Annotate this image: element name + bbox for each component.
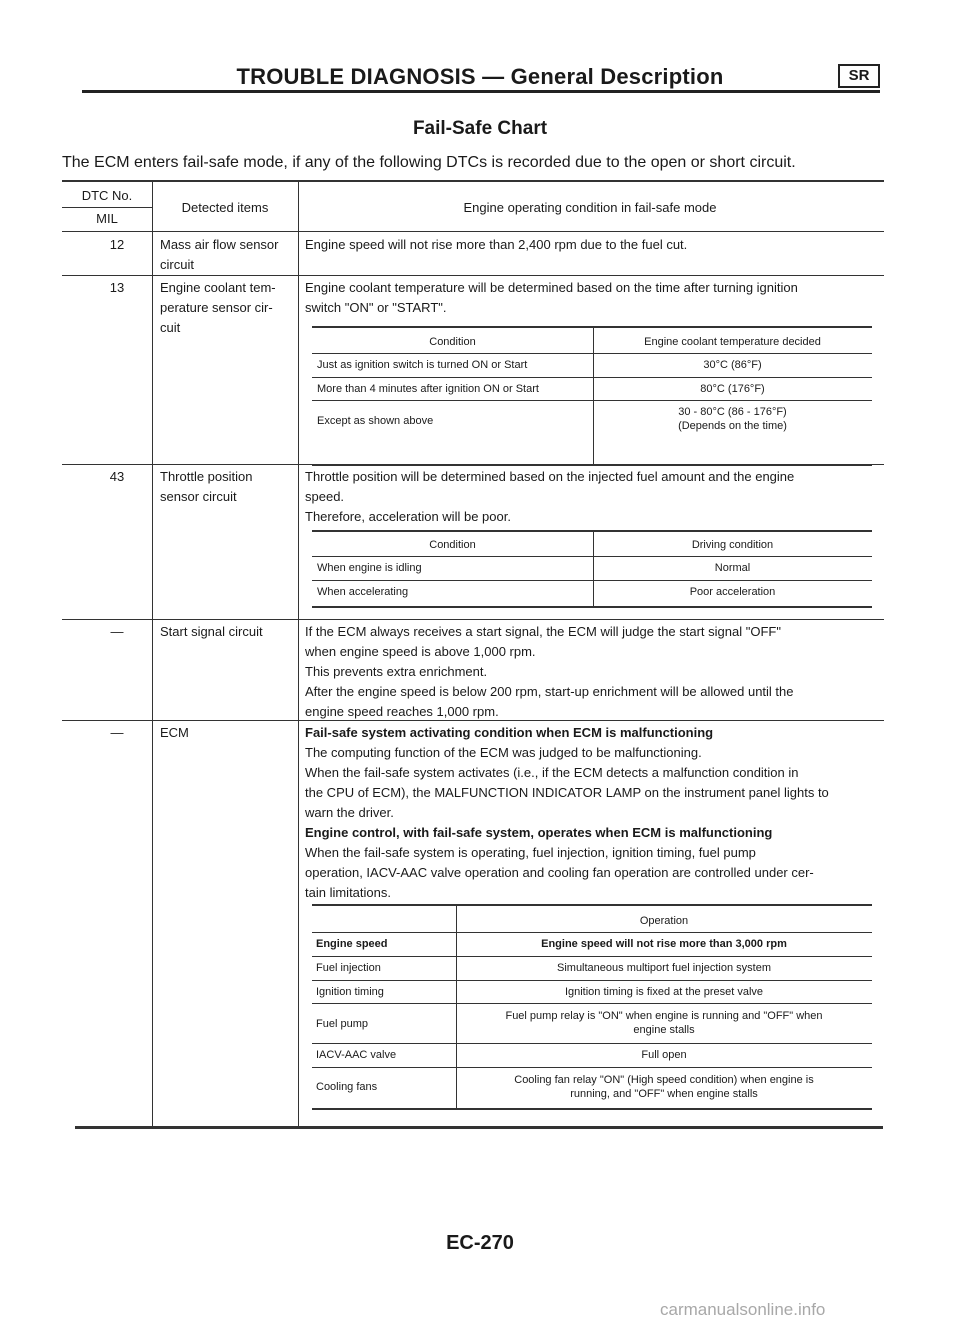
subtable-cell: Simultaneous multiport fuel injection system	[557, 962, 771, 974]
subtable-cell: Poor acceleration	[689, 586, 776, 598]
subtable-cell: 30°C (86°F)	[703, 359, 762, 371]
subtable-cell: Normal	[714, 562, 751, 574]
subtable-cell: Except as shown above	[317, 415, 434, 427]
subtable-cell: Engine speed	[316, 938, 388, 950]
subtable-cell: 30 - 80°C (86 - 176°F) (Depends on the time)	[678, 406, 787, 432]
dtc-number: —	[110, 624, 124, 639]
page-header-title: TROUBLE DIAGNOSIS — General Description	[236, 64, 724, 89]
subtable-rule	[312, 400, 872, 401]
subtable-cell: Cooling fans	[316, 1081, 378, 1093]
subtable-rule	[312, 1067, 872, 1068]
detected-item: ECM	[160, 725, 189, 740]
subtable-rule	[312, 980, 872, 981]
row-divider	[62, 275, 884, 276]
page-number: EC-270	[446, 1232, 514, 1254]
operating-condition: Engine coolant temperature will be determined based on the time after turning ignition switch "ON" or "START".	[305, 280, 798, 315]
section-badge: SR	[838, 64, 880, 88]
subtable-rule	[312, 932, 872, 933]
table-top-rule	[62, 180, 884, 182]
subtable-cell: Fuel pump	[316, 1018, 368, 1030]
operating-condition: Engine speed will not rise more than 2,400 rpm due to the fuel cut.	[305, 237, 688, 252]
row-divider	[62, 464, 884, 465]
operating-condition: Throttle position will be determined based on the injected fuel amount and the engine speed. Therefore, acceleration will be poor.	[305, 469, 795, 524]
subtable-cell: IACV-AAC valve	[316, 1049, 397, 1061]
subtable-cell: Fuel pump relay is "ON" when engine is running and "OFF" when engine stalls	[505, 1010, 823, 1036]
subtable-cell: When accelerating	[317, 586, 409, 598]
header-dtc-mil-divider	[62, 207, 152, 208]
subtable-header-temperature: Engine coolant temperature decided	[644, 336, 821, 348]
subtable-top-rule	[312, 326, 872, 328]
operating-condition: Fail-safe system activating condition when ECM is malfunctioning The computing function of the ECM was judged to be malfunctioning. When the fail-safe system activates (i.e., if the ECM detects a malfunction condition in the CPU of ECM), the MALFUNCTION INDICATOR LAMP on the instrument panel lights to warn the driver. Engine control, with fail-safe system, operates when ECM is malfunctioning When the fail-safe system is operating, fuel injection, ignition timing, fuel pump operation, IACV-AAC valve operation and cooling fan operation are controlled under cer- tain limitations.	[305, 725, 829, 900]
header-rule	[82, 90, 880, 93]
subtable-bottom-rule	[312, 1108, 872, 1110]
subtable-rule	[312, 956, 872, 957]
watermark: carmanualsonline.info	[660, 1300, 826, 1319]
col-divider-2	[298, 182, 299, 1126]
subtable-cell: 80°C (176°F)	[700, 383, 765, 395]
operating-condition: If the ECM always receives a start signal, the ECM will judge the start signal "OFF" when engine speed is above 1,000 rpm. This prevents extra enrichment. After the engine speed is below 200 rpm, start-up enrichment will be allowed until the engine speed reaches 1,000 rpm.	[305, 624, 794, 719]
col-divider-1	[152, 182, 153, 1126]
subtable-rule	[312, 353, 872, 354]
subtable-header-operation: Operation	[639, 915, 689, 927]
subtable-rule	[312, 377, 872, 378]
subtable-cell: Engine speed will not rise more than 3,000 rpm	[541, 938, 787, 950]
subtable-rule	[312, 556, 872, 557]
subtable-cell: Fuel injection	[316, 962, 381, 974]
table-bottom-rule	[75, 1126, 883, 1129]
subtable-cell: When engine is idling	[317, 562, 422, 574]
subtable-rule	[312, 1043, 872, 1044]
detected-item: Throttle position sensor circuit	[160, 469, 253, 504]
subtable-cell: Just as ignition switch is turned ON or Start	[317, 359, 528, 371]
detected-item: Engine coolant tem- perature sensor cir- cuit	[160, 280, 276, 335]
subtable-header-condition: Condition	[429, 336, 476, 348]
subtable-bottom-rule	[312, 606, 872, 608]
dtc-number: 43	[109, 469, 125, 484]
subtable-cell: Ignition timing is fixed at the preset valve	[564, 986, 764, 998]
header-mil: MIL	[96, 211, 118, 226]
subtable-header-condition: Condition	[429, 539, 476, 551]
subtable-cell: Cooling fan relay "ON" (High speed condition) when engine is running, and "OFF" when engine stalls	[514, 1074, 814, 1100]
row-divider	[62, 720, 884, 721]
detected-item: Mass air flow sensor circuit	[160, 237, 279, 272]
subtable-top-rule	[312, 904, 872, 906]
row-divider	[62, 619, 884, 620]
header-rule	[62, 231, 884, 232]
header-dtc: DTC No.	[81, 188, 133, 203]
subtable-cell: Ignition timing	[316, 986, 384, 998]
subtable-header-driving: Driving condition	[691, 539, 774, 551]
detected-item: Start signal circuit	[160, 624, 263, 639]
dtc-number: 12	[109, 237, 125, 252]
subtable-rule	[312, 580, 872, 581]
dtc-number: 13	[109, 280, 125, 295]
chart-title: Fail-Safe Chart	[412, 118, 548, 139]
subtable-cell: Full open	[641, 1049, 687, 1061]
subtable-rule	[312, 1003, 872, 1004]
subtable-cell: More than 4 minutes after ignition ON or Start	[317, 383, 539, 395]
intro-text: The ECM enters fail-safe mode, if any of the following DTCs is recorded due to the open or short circuit.	[62, 154, 796, 171]
header-operating-condition: Engine operating condition in fail-safe mode	[463, 200, 717, 215]
subtable-top-rule	[312, 530, 872, 532]
dtc-number: —	[110, 725, 124, 740]
header-detected-items: Detected items	[181, 200, 269, 215]
